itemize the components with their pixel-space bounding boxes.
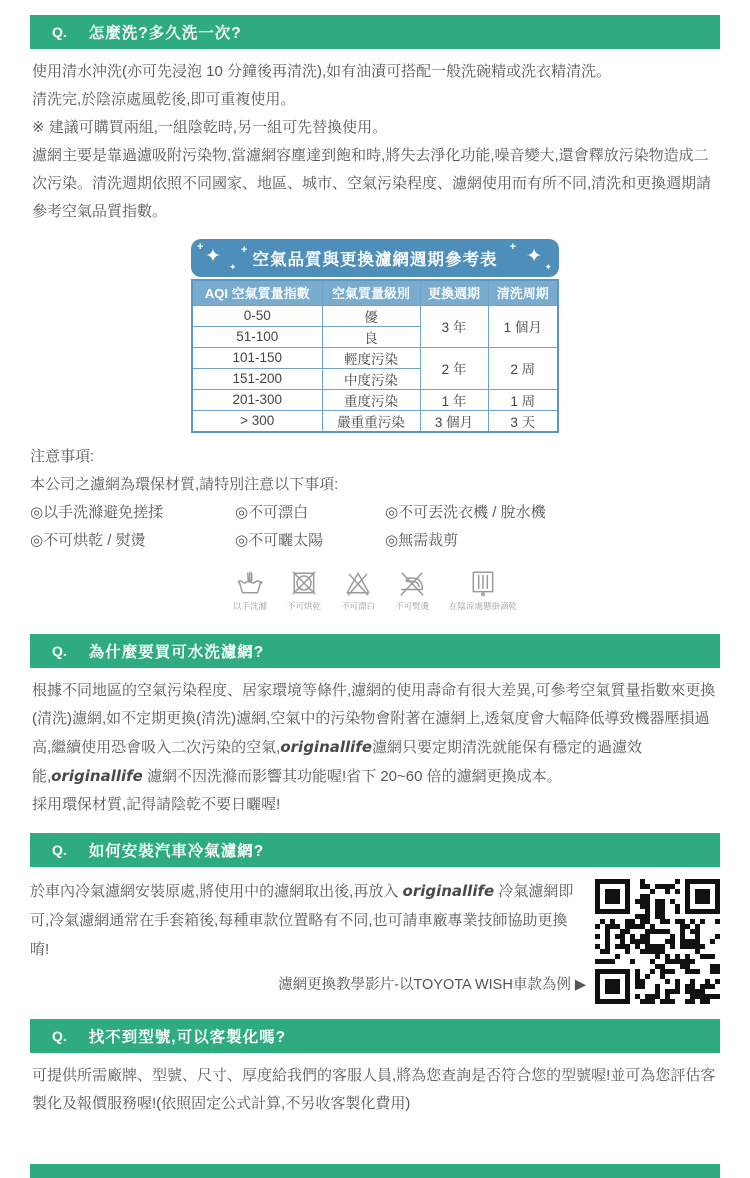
table-row [192, 305, 558, 326]
faq-header-how-to-wash [30, 15, 720, 49]
care-label: 不可熨燙 [395, 600, 430, 611]
text-segment: 根據不同地區的空氣污染程度、居家環境等條件,濾網的使用壽命有很大差異,可參考空氣質量指數來更換(清洗)濾網,如不定期更換(清洗)濾網,空氣中的污染物會附著在濾網上,透氣度會大幅降低導致機器壓損過高,繼續使用恐會吸入二次污染的空氣, [32, 681, 716, 756]
q-label: Q. [52, 1027, 67, 1044]
sparkle-icon: ✦ [544, 262, 553, 272]
care-item [287, 569, 321, 612]
faq-header-why-washable [30, 634, 720, 668]
aqi-table-title [191, 239, 559, 277]
sparkle-icon: ✦ [526, 246, 543, 267]
cell-level: 輕度污染 [322, 347, 420, 368]
notes-intro: 本公司之濾網為環保材質,請特別注意以下事項: [30, 475, 339, 493]
q1-answer [32, 58, 718, 226]
note-item: ◎無需裁剪 [385, 531, 459, 549]
aqi-table [191, 279, 559, 433]
table-header-row [192, 280, 558, 305]
plus-sparkle-icon: + [241, 244, 249, 256]
question-text: 怎麼洗?多久洗一次? [88, 25, 242, 42]
text-segment: 於車內冷氣濾網安裝原處,將使用中的濾網取出後,再放入 [30, 882, 403, 900]
text-segment: 採用環保材質,記得請陰乾不要日曬喔! [32, 795, 281, 813]
cell-aqi: > 300 [192, 410, 322, 432]
q4-answer [32, 1062, 718, 1118]
care-label: 不可烘乾 [286, 600, 321, 611]
table-row [192, 389, 558, 410]
note-item: ◎以手洗滌避免搓揉 [30, 503, 164, 521]
notes-title: 注意事項: [30, 447, 95, 465]
care-label: 不可漂白 [340, 600, 375, 611]
care-symbols-row [30, 569, 720, 612]
next-section-header-partial [30, 1164, 720, 1178]
q4-body-text: 可提供所需廠牌、型號、尺寸、厚度給我們的客服人員,將為您查詢是否符合您的型號喔!並可為您評估客製化及報價服務喔!(依照固定公式計算,不另收客製化費用) [32, 1066, 716, 1112]
q1-line2: 清洗完,於陰涼處風乾後,即可重複使用。 [32, 91, 296, 108]
cell-level: 嚴重重污染 [322, 410, 420, 432]
question-text: 找不到型號,可以客製化嗎? [88, 1028, 287, 1046]
sparkle-icon: ✦ [229, 262, 238, 272]
table-row [192, 410, 558, 432]
q-label: Q. [52, 841, 67, 858]
cell-aqi: 151-200 [192, 368, 322, 389]
care-item [395, 569, 429, 612]
drip-dry-shade-icon [469, 569, 497, 597]
cell-wash: 2 周 [488, 347, 558, 389]
cell-aqi: 201-300 [192, 389, 322, 410]
q3-body-text [30, 877, 582, 964]
table-row [192, 347, 558, 368]
q2-answer [32, 677, 718, 819]
cell-level: 中度污染 [322, 368, 420, 389]
aqi-reference-table [191, 239, 559, 433]
cell-wash: 1 個月 [488, 305, 558, 347]
plus-sparkle-icon: + [509, 241, 517, 253]
aqi-table-title-text: 空氣品質與更換濾網週期參考表 [252, 251, 498, 269]
cell-aqi: 51-100 [192, 326, 322, 347]
q-label: Q. [52, 642, 67, 659]
cell-level: 優 [322, 305, 420, 326]
hand-wash-icon [236, 569, 264, 597]
care-item [341, 569, 375, 612]
brand-text: originallife [402, 881, 495, 900]
cell-aqi: 0-50 [192, 305, 322, 326]
col-header-aqi: AQI 空氣質量指數 [192, 280, 322, 305]
question-text: 為什麼要買可水洗濾網? [88, 643, 265, 661]
cell-aqi: 101-150 [192, 347, 322, 368]
plus-sparkle-icon: + [197, 241, 205, 253]
cell-replace: 2 年 [420, 347, 488, 389]
col-header-level: 空氣質量級別 [322, 280, 420, 305]
text-segment: 冷氣濾網即可,冷氣濾網通常在手套箱後,每種車款位置略有不同,也可請車廠專業技師協助更換唷! [30, 882, 574, 958]
note-item: ◎不可丟洗衣機 / 脫水機 [385, 503, 546, 521]
text-segment: 濾網不因洗滌而影響其功能喔!省下 20~60 倍的濾網更換成本。 [142, 767, 562, 785]
col-header-wash: 清洗周期 [488, 280, 558, 305]
cell-wash: 1 周 [488, 389, 558, 410]
note-item: ◎不可漂白 [235, 503, 309, 521]
question-text: 如何安裝汽車冷氣濾網? [88, 842, 265, 860]
q2-body-text [32, 677, 718, 819]
notes-section [30, 443, 720, 555]
brand-text: originallife [51, 766, 143, 785]
no-bleach-icon [344, 569, 372, 597]
cell-replace: 3 年 [420, 305, 488, 347]
no-iron-icon [398, 569, 426, 597]
qr-caption: 濾網更換教學影片-以TOYOTA WISH車款為例 ▶ [278, 976, 586, 993]
note-item: ◎不可曬太陽 [235, 531, 324, 549]
notes-list [30, 499, 720, 555]
no-tumble-dry-icon [290, 569, 318, 597]
text-segment: 濾網只要定期清洗就能保有穩定的過濾效能, [32, 738, 643, 785]
care-item [233, 569, 267, 612]
care-label: 以手洗滌 [232, 600, 267, 611]
faq-header-car-filter-install [30, 833, 720, 867]
brand-text: originallife [280, 737, 372, 756]
cell-replace: 1 年 [420, 389, 488, 410]
col-header-replace: 更換週期 [420, 280, 488, 305]
cell-level: 良 [322, 326, 420, 347]
sparkle-icon: ✦ [205, 246, 222, 267]
care-item [449, 569, 517, 612]
cell-replace: 3 個月 [420, 410, 488, 432]
cell-wash: 3 天 [488, 410, 558, 432]
cell-level: 重度污染 [322, 389, 420, 410]
note-item: ◎不可烘乾 / 熨燙 [30, 531, 146, 549]
faq-header-custom-size [30, 1019, 720, 1053]
q-label: Q. [52, 24, 67, 40]
q1-line1: 使用清水沖洗(亦可先浸泡 10 分鐘後再清洗),如有油漬可搭配一般洗碗精或洗衣精清洗。 [32, 63, 612, 80]
care-label: 在陰涼處懸掛滴乾 [449, 600, 518, 611]
qr-code [595, 879, 720, 1004]
q1-line3: ※ 建議可購買兩組,一組陰乾時,另一組可先替換使用。 [32, 119, 388, 136]
q1-para2: 濾網主要是靠過濾吸附污染物,當濾網容塵達到飽和時,將失去淨化功能,噪音變大,還會釋放污染物造成二次污染。清洗週期依照不同國家、地區、城市、空氣污染程度、濾網使用而有所不同,清洗和更換週期請參考空氣品質指數。 [32, 147, 712, 220]
q3-answer [30, 877, 720, 1011]
